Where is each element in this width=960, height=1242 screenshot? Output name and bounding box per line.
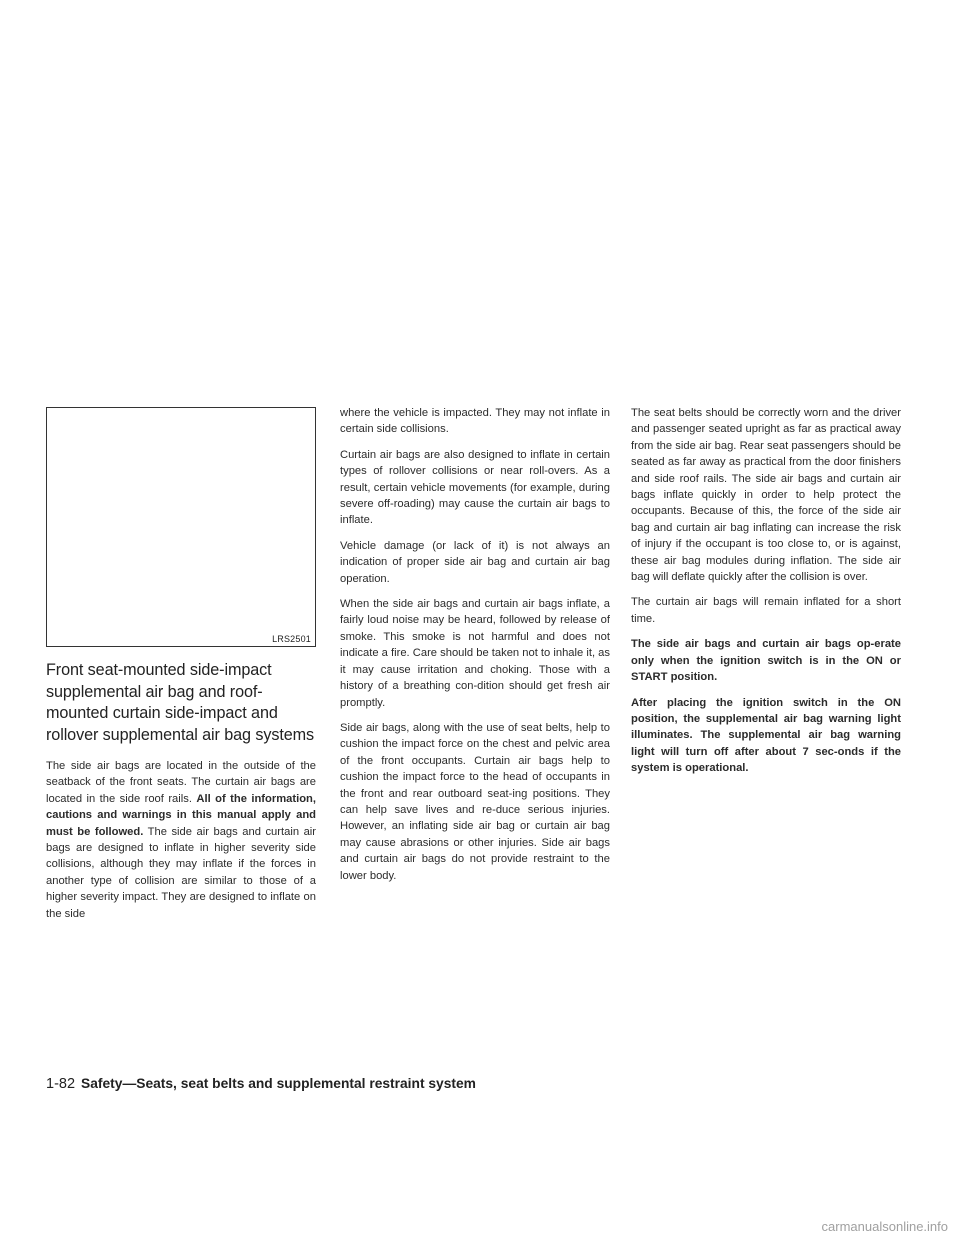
watermark: carmanualsonline.info <box>821 1219 948 1234</box>
page-number: 1-82 <box>46 1076 76 1092</box>
paragraph: The seat belts should be correctly worn and the driver and passenger seated upright as far as practical away from the side air bag. Rear seat passengers should be seated as far away as practical from the door finishers and side roof rails. The side air bags and curtain air bags inflate quickly in order to help protect the occupants. Because of this, the force of the side air bag and curtain air bag inflating can increase the risk of injury if the occupant is too close to, or is against, these air bag modules during inflation. The side air bag will deflate quickly after the collision is over. <box>631 407 901 584</box>
column-3 <box>631 405 901 786</box>
paragraph: When the side air bags and curtain air bags inflate, a fairly loud noise may be heard, followed by release of smoke. This smoke is not harmful and does not indicate a fire. Care should be taken not to inhale it, as it may cause irritation and choking. Those with a history of a breathing con-dition should get fresh air promptly. <box>340 598 610 709</box>
paragraph: The curtain air bags will remain inflated for a short time. <box>631 596 901 625</box>
paragraph: Curtain air bags are also designed to inflate in certain types of rollover collisions or near roll-overs. As a result, certain vehicle movements (for example, during severe off-roading) may cause the curtain air bags to inflate. <box>340 448 610 527</box>
section-heading: Front seat-mounted side-impact supplemental air bag and roof-mounted curtain side-impact and rollover supplemental air bag systems <box>46 661 315 744</box>
footer-title: Safety—Seats, seat belts and supplemental restraint system <box>81 1076 476 1091</box>
paragraph: Vehicle damage (or lack of it) is not always an indication of proper side air bag and curtain air bag operation. <box>340 539 610 585</box>
column-1 <box>46 660 316 931</box>
intro-paragraph <box>46 758 316 922</box>
intro-text: The side air bags are located in the outside of the seatback of the front seats. The curtain air bags are located in the side roof rails. <box>46 760 316 805</box>
intro-bold-text: All of the information, cautions and warnings in this manual apply and must be followed. <box>46 792 316 838</box>
page-footer <box>46 1076 476 1092</box>
figure-label: LRS2501 <box>272 634 311 644</box>
figure-illustration <box>46 407 316 647</box>
intro-rest-text: The side air bags and curtain air bags are designed to inflate in higher severity side collisions, although they may inflate if the forces in another type of collision are similar to those of a higher severity impact. They are designed to inflate on the side <box>46 825 316 920</box>
paragraph: where the vehicle is impacted. They may not inflate in certain side collisions. <box>340 407 610 436</box>
column-2 <box>340 405 610 893</box>
warning-paragraph: After placing the ignition switch in the ON position, the supplemental air bag warning light illuminates. The supplemental air bag warning light will turn off after about 7 sec-onds if the system is operational. <box>631 696 901 775</box>
warning-paragraph: The side air bags and curtain air bags op-erate only when the ignition switch is in the ON or START position. <box>631 638 901 684</box>
paragraph: Side air bags, along with the use of seat belts, help to cushion the impact force on the chest and pelvic area of the front occupants. Curtain air bags help to cushion the impact force to the head of occupants in the front and rear outboard seat-ing positions. They can help save lives and re-duce serious injuries. However, an inflating side air bag or curtain air bag may cause abrasions or other injuries. Side air bags and curtain air bags do not provide restraint to the lower body. <box>340 721 610 882</box>
